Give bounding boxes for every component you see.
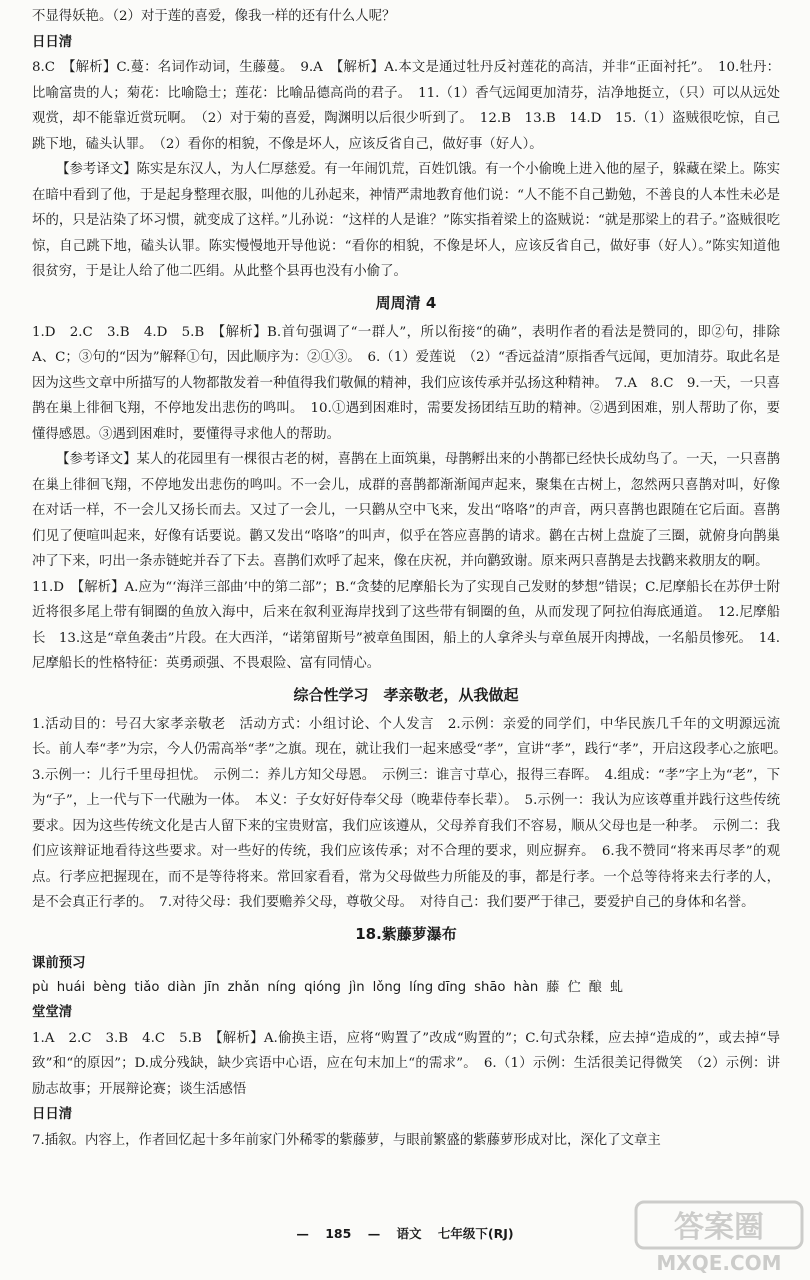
pinyin-item: níng	[267, 980, 297, 995]
subject-label: 语文	[396, 1226, 422, 1241]
pinyin-item: líng dīng	[409, 980, 467, 995]
subsection-label: 日日清	[32, 34, 73, 50]
pinyin-item: jīn	[203, 980, 220, 995]
pinyin-item: pù	[32, 980, 49, 995]
watermark-bottom: MXQE.COM	[656, 1251, 782, 1275]
pinyin-item: hàn	[513, 980, 539, 995]
section-heading: 周周清 4	[375, 293, 437, 312]
pinyin-item: lǒng	[372, 980, 402, 995]
subsection-label: 日日清	[32, 1107, 73, 1122]
answer-paragraph: 7.插叙。内容上，作者回忆起十多年前家门外稀零的紫藤萝，与眼前繁盛的紫藤萝形成对比，深化了文章主	[32, 1132, 661, 1148]
pinyin-item: tiǎo	[134, 980, 160, 995]
pinyin-item: zhǎn	[227, 980, 260, 995]
section-heading: 18.紫藤萝瀑布	[355, 924, 457, 943]
answer-paragraph: 1.活动目的：号召大家孝亲敬老 活动方式：小组讨论、个人发言 2.示例：亲爱的同学们，中华民族几千年的文明源远流长。前人奉“孝”为宗，今人仍需高举“孝”之旗。现在，就让我们一起来感受“孝”，宣讲“孝”，践行“孝”，开启这段孝心之旅吧。 3.示例一：儿行千里母担忧。 示例二：养儿方知父母恩。 示例三：谁言寸草心，报得三春晖。 4.组成：“孝”字上为“老”，下为“子”，上一代与下一代融为一体。 本义：子女好好侍奉父母（晚辈侍奉长辈）。 5.示例一：我认为应该尊重并践行这些传统要求。因为这些传统文化是古人留下来的宝贵财富，我们应该遵从，父母养育我们不容易，顺从父母也是一种孝。 示例二：我们应该辩证地看待这些要求。对一些好的传统，我们应该传承；对不合理的要求，则应摒弃。 6.我不赞同“将来再尽孝”的观点。行孝应把握现在，而不是等待将来。常回家看看，常为父母做些力所能及的事，都是行孝。一个总等待将来去行孝的人，是不会真正行孝的。 7.对待父母：我们要赡养父母，尊敬父母。 对待自己：我们要严于律己，要爱护自己的身体和名誉。	[32, 716, 794, 910]
pinyin-answers	[32, 976, 780, 1000]
pinyin-item: huái	[56, 980, 86, 995]
section-heading: 综合性学习 孝亲敬老，从我做起	[293, 685, 519, 704]
answer-paragraph: 1.A 2.C 3.B 4.C 5.B 【解析】A.偷换主语，应将“购置了”改成“购置的”；C.句式杂糅，应去掉“造成的”，或去掉“导致”和“的原因”；D.成分残缺，缺少宾语中心语，应在句末加上“的需求”。 6.（1）示例：生活很美记得微笑 （2）示例：讲励志故事；开展辩论赛；谈生活感悟	[32, 1030, 780, 1097]
translation-paragraph: 【参考译文】陈实是东汉人，为人仁厚慈爱。有一年闹饥荒，百姓饥饿。有一个小偷晚上进入他的屋子，躲藏在梁上。陈实在暗中看到了他，于是起身整理衣服，叫他的儿孙起来，神情严肃地教育他们说：“人不能不自己勤勉，不善良的人本性未必是坏的，只是沾染了坏习惯，就变成了这样。”儿孙说：“这样的人是谁？”陈实指着梁上的盗贼说：“就是那梁上的君子。”盗贼很吃惊，自己跳下地，磕头认罪。陈实慢慢地开导他说：“看你的相貌，不像是坏人，应该反省自己，做好事（好人）。”陈实知道他很贫穷，于是让人给了他二匹绢。从此整个县再也没有小偷了。	[32, 162, 780, 279]
pinyin-item: jìn	[348, 980, 365, 995]
pinyin-item: qióng	[304, 980, 341, 995]
pinyin-item: shāo	[474, 980, 506, 995]
pinyin-item: 虬	[609, 980, 624, 995]
grade-label: 七年级下(RJ)	[437, 1226, 514, 1241]
answer-page	[32, 4, 794, 1153]
subsection-label: 课前预习	[32, 955, 86, 971]
pinyin-item: 酿	[588, 980, 602, 995]
pinyin-item: 藤	[546, 980, 560, 995]
answer-paragraph: 1.D 2.C 3.B 4.D 5.B 【解析】B.首句强调了“一群人”，所以衔接“的确”，表明作者的看法是赞同的，即②句，排除A、C；③句的“因为”解释①句，因此顺序为：②①③。 6.（1）爱莲说 （2）“香远益清”原指香气远闻，更加清芬。取此名是因为这些文章中所描写的人物都散发着一种值得我们敬佩的精神，我们应该传承并弘扬这种精神。 7.A 8.C 9.一天，一只喜鹊在巢上徘徊飞翔，不停地发出悲伤的鸣叫。 10.①遇到困难时，需要发扬团结互助的精神。②遇到困难，别人帮助了你，要懂得感恩。③遇到困难时，要懂得寻求他人的帮助。	[32, 324, 780, 442]
answer-paragraph: 8.C 【解析】C.蔓：名词作动词，生藤蔓。 9.A 【解析】A.本文是通过牡丹反衬莲花的高洁，并非“正面衬托”。 10.牡丹：比喻富贵的人；菊花：比喻隐士；莲花：比喻品德高尚的君子。 11.（1）香气远闻更加清芬，洁净地挺立，（只）可以从远处观赏，却不能靠近赏玩啊。 （2）对于菊的喜爱，陶渊明以后很少听到了。 12.B 13.B 14.D 15.（1）盗贼很吃惊，自己跳下地，磕头认罪。 （2）看你的相貌，不像是坏人，应该反省自己，做好事（好人）。	[32, 60, 780, 152]
pinyin-item: diàn	[167, 980, 196, 995]
watermark-logo	[634, 1200, 804, 1276]
pinyin-item: 伫	[567, 980, 581, 995]
translation-paragraph: 【参考译文】某人的花园里有一棵很古老的树，喜鹊在上面筑巢，母鹊孵出来的小鹊都已经快长成幼鸟了。一天，一只喜鹊在巢上徘徊飞翔，不停地发出悲伤的鸣叫。不一会儿，成群的喜鹊都渐渐闻声起来，聚集在古树上，忽然两只喜鹊对叫，好像在对话一样，不一会儿又扬长而去。又过了一会儿，一只鹳从空中飞来，发出“咯咯”的声音，两只喜鹊也跟随在它后面。喜鹊们见了便喧叫起来，好像有话要说。鹳又发出“咯咯”的叫声，似乎在答应喜鹊的请求。鹳在古树上盘旋了三圈，就俯身向鹊巢冲了下来，叼出一条赤链蛇并吞了下去。喜鹊们欢呼了起来，像在庆祝，并向鹳致谢。原来两只喜鹊是去找鹳来救朋友的啊。	[32, 452, 780, 569]
page-footer: — 185 — 语文 七年级下(RJ)	[296, 1226, 514, 1241]
watermark-top: 答案圈	[674, 1210, 764, 1245]
subsection-label: 堂堂清	[32, 1005, 73, 1020]
page-number: 185	[325, 1226, 352, 1241]
pinyin-item: bèng	[93, 980, 127, 995]
answer-paragraph: 11.D 【解析】A.应为“‘海洋三部曲’中的第二部”；B.“贪婪的尼摩船长为了实现自己发财的梦想”错误；C.尼摩船长在苏伊士附近将很多尾上带有铜圈的鱼放入海中，后来在叙利亚海岸找到了这些带有铜圈的鱼，从而发现了阿拉伯海底通道。 12.尼摩船长 13.这是“章鱼袭击”片段。在大西洋，“诺第留斯号”被章鱼围困，船上的人拿斧头与章鱼展开肉搏战，一名船员惨死。 14.尼摩船长的性格特征：英勇顽强、不畏艰险、富有同情心。	[32, 579, 780, 671]
answer-paragraph: 不显得妖艳。（2）对于莲的喜爱，像我一样的还有什么人呢？	[32, 9, 396, 24]
